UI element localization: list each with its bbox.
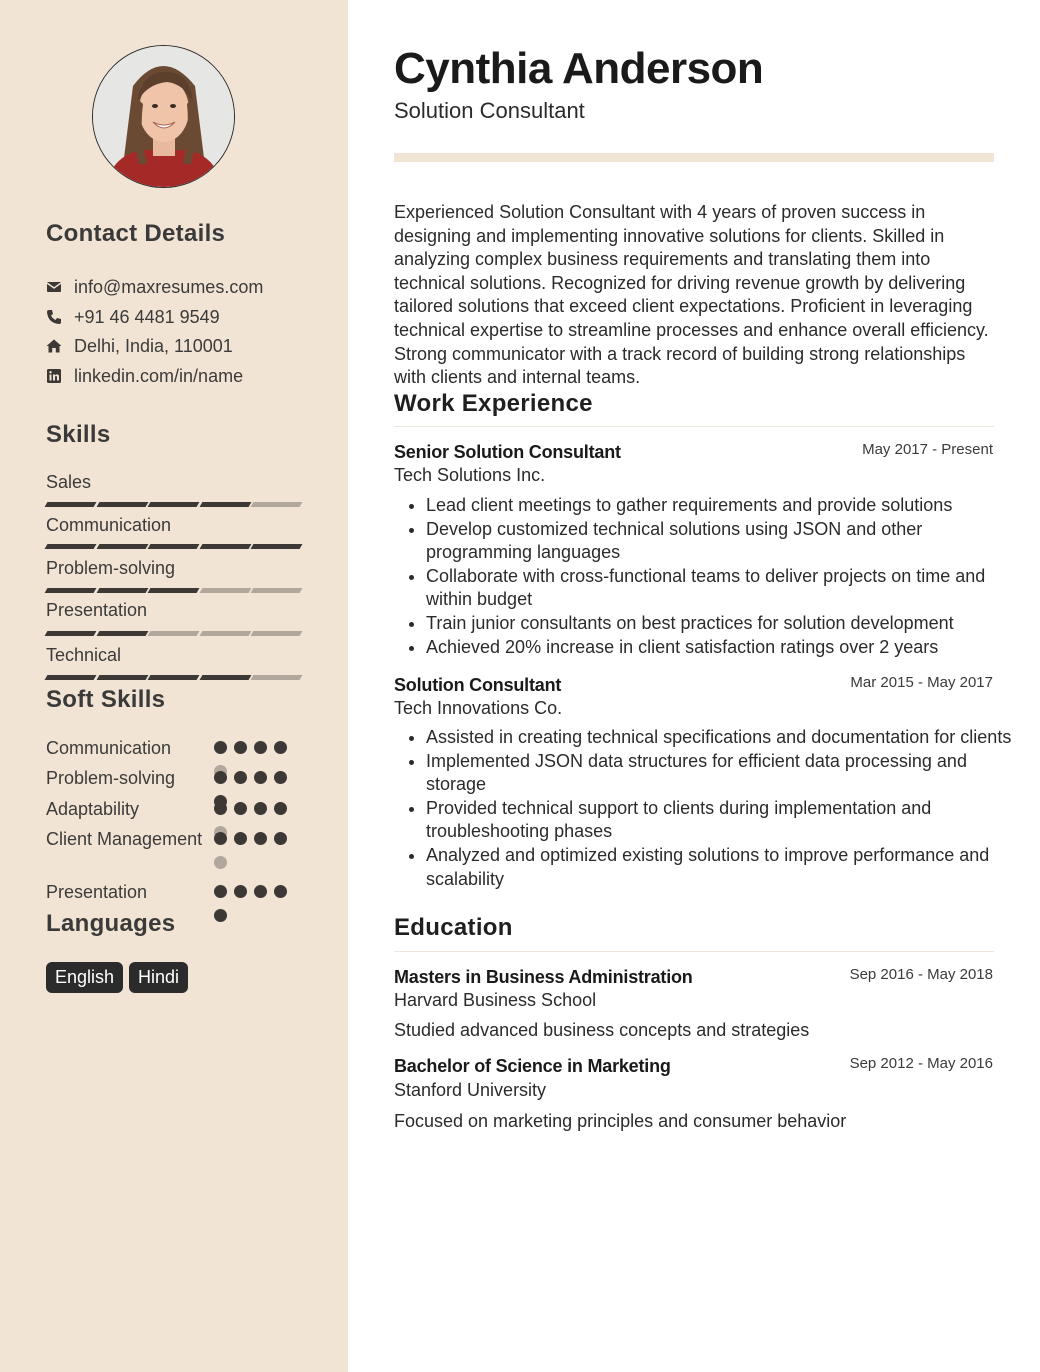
skill-name: Problem-solving <box>46 558 176 578</box>
section-divider <box>394 951 994 952</box>
job-bullets <box>394 726 1028 891</box>
list-item: • Lead client meetings to gather requirements and provide solutions <box>426 494 1028 518</box>
rating-dot <box>214 909 227 922</box>
linkedin-icon <box>46 368 62 384</box>
skill-level-segment <box>148 588 200 593</box>
job-dates: May 2017 - Present <box>862 441 993 458</box>
skill-level-segment <box>199 588 251 593</box>
skill-level-segment <box>96 588 148 593</box>
list-item: • Assisted in creating technical specifications and documentation for clients <box>426 726 1028 750</box>
sidebar <box>0 0 348 1372</box>
skill-level-bar <box>46 675 304 680</box>
job-company: Tech Innovations Co. <box>394 698 563 718</box>
soft-skill-name: Presentation <box>46 882 148 902</box>
education-heading: Education <box>394 914 513 941</box>
rating-dot <box>254 832 267 845</box>
skill-level-segment <box>96 631 148 636</box>
section-divider <box>394 426 994 427</box>
rating-dot <box>274 802 287 815</box>
contact-linkedin[interactable] <box>46 364 243 388</box>
skill-level-segment <box>96 675 148 680</box>
rating-dot <box>234 885 247 898</box>
profile-photo <box>92 45 235 188</box>
education-dates: Sep 2012 - May 2016 <box>849 1055 993 1072</box>
list-item: • Achieved 20% increase in client satisfaction ratings over 2 years <box>426 636 1028 660</box>
rating-dot <box>214 771 227 784</box>
language-tag: English <box>46 962 123 993</box>
skill-level-segment <box>199 502 251 507</box>
rating-dot <box>274 771 287 784</box>
job-bullets <box>394 494 1028 659</box>
skill-level-segment <box>251 502 303 507</box>
skill-level-segment <box>199 544 251 549</box>
soft-skill-name: Problem-solving <box>46 768 176 788</box>
skill-level-segment <box>251 544 303 549</box>
rating-dot <box>234 741 247 754</box>
skill-name: Communication <box>46 515 172 535</box>
skill-level-segment <box>148 631 200 636</box>
skill-level-segment <box>199 631 251 636</box>
degree-title: Masters in Business Administration <box>394 967 693 987</box>
profile-summary: Experienced Solution Consultant with 4 years of proven success in designing and implementing innovative solutions for clients. Skilled in analyzing complex business requirements and translating them into technical solutions. Recognized for driving revenue growth by delivering tailored solutions that exceed client expectations. Proficient in leveraging technical expertise to streamline processes and enhance overall efficiency. Strong communicator with a track record of building strong relationships with clients and internal teams. <box>394 202 989 388</box>
contact-address <box>46 334 233 358</box>
rating-dot <box>254 802 267 815</box>
skill-level-segment <box>148 544 200 549</box>
soft-skill-name: Adaptability <box>46 799 140 819</box>
school-name: Harvard Business School <box>394 990 597 1010</box>
contact-phone-text: +91 46 4481 9549 <box>74 306 220 327</box>
list-item: • Develop customized technical solutions using JSON and other programming languages <box>426 518 1028 565</box>
skill-level-segment <box>199 675 251 680</box>
home-icon <box>46 338 62 354</box>
skill-name: Technical <box>46 645 122 665</box>
rating-dot <box>234 802 247 815</box>
soft-skill-name: Communication <box>46 738 172 758</box>
list-item: • Collaborate with cross-functional teams to deliver projects on time and within budget <box>426 565 1028 612</box>
degree-title: Bachelor of Science in Marketing <box>394 1056 671 1076</box>
rating-dot <box>274 885 287 898</box>
rating-dot <box>214 885 227 898</box>
education-description: Studied advanced business concepts and strategies <box>394 1020 810 1040</box>
candidate-name: Cynthia Anderson <box>394 44 764 93</box>
rating-dot <box>234 771 247 784</box>
education-description: Focused on marketing principles and consumer behavior <box>394 1111 847 1131</box>
rating-dot <box>254 741 267 754</box>
skills-heading: Skills <box>46 421 111 448</box>
contact-email[interactable] <box>46 275 263 299</box>
skill-level-segment <box>251 588 303 593</box>
skill-level-segment <box>45 502 97 507</box>
contact-address-text: Delhi, India, 110001 <box>74 335 233 356</box>
soft-skill-name: Client Management <box>46 829 203 849</box>
skill-level-bar <box>46 631 304 636</box>
list-item: • Provided technical support to clients during implementation and troubleshooting phases <box>426 797 1028 844</box>
skill-level-segment <box>45 631 97 636</box>
contact-email-text: info@maxresumes.com <box>74 276 264 297</box>
rating-dot <box>214 741 227 754</box>
rating-dot <box>254 771 267 784</box>
envelope-icon <box>46 279 62 295</box>
job-dates: Mar 2015 - May 2017 <box>850 674 993 691</box>
contact-linkedin-text: linkedin.com/in/name <box>74 365 244 386</box>
skill-level-bar <box>46 544 304 549</box>
skill-level-segment <box>148 502 200 507</box>
header-divider <box>394 153 994 162</box>
job-company: Tech Solutions Inc. <box>394 465 546 485</box>
rating-dot <box>214 802 227 815</box>
job-title: Solution Consultant <box>394 675 562 695</box>
skill-level-segment <box>251 675 303 680</box>
rating-dot <box>234 832 247 845</box>
language-tag: Hindi <box>129 962 188 993</box>
phone-icon <box>46 309 62 325</box>
languages-heading: Languages <box>46 910 176 937</box>
list-item: • Analyzed and optimized existing solutions to improve performance and scalability <box>426 844 1028 891</box>
skill-level-segment <box>148 675 200 680</box>
skill-level-segment <box>96 544 148 549</box>
soft-skills-heading: Soft Skills <box>46 686 166 713</box>
candidate-title: Solution Consultant <box>394 98 585 123</box>
list-item: • Implemented JSON data structures for efficient data processing and storage <box>426 750 1028 797</box>
rating-dot <box>254 885 267 898</box>
rating-dot <box>214 856 227 869</box>
rating-dot <box>214 832 227 845</box>
job-title: Senior Solution Consultant <box>394 442 621 462</box>
rating-dot <box>274 741 287 754</box>
skill-level-segment <box>45 675 97 680</box>
skill-level-segment <box>45 588 97 593</box>
skill-name: Presentation <box>46 600 148 620</box>
work-heading: Work Experience <box>394 390 593 417</box>
skill-level-bar <box>46 588 304 593</box>
education-dates: Sep 2016 - May 2018 <box>849 966 993 983</box>
school-name: Stanford University <box>394 1080 547 1100</box>
contact-heading: Contact Details <box>46 220 226 247</box>
skill-level-segment <box>45 544 97 549</box>
skill-level-segment <box>96 502 148 507</box>
rating-dot <box>274 832 287 845</box>
contact-phone[interactable] <box>46 305 220 329</box>
skill-name: Sales <box>46 472 92 492</box>
list-item: • Train junior consultants on best practices for solution development <box>426 612 1028 636</box>
skill-level-bar <box>46 502 304 507</box>
skill-level-segment <box>251 631 303 636</box>
